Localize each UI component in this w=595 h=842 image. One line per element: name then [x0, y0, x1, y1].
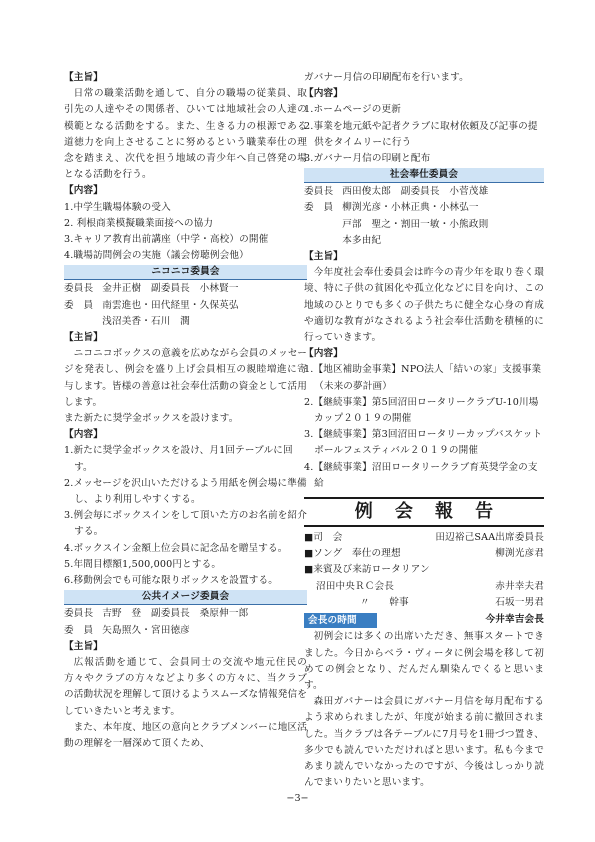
aims-text: また新たに奨学金ボックスを設けます。: [64, 413, 239, 425]
member-names-line: 戸部 聖之・割田一敏・小熊政則: [342, 218, 489, 230]
speech-text: 初例会には多くの出席いただき、無事スタートできました。今日からベラ・ヴィータに例会場を移して初めての例会となり、だんだん馴染んでくると思います。: [304, 631, 544, 691]
meeting-report-title: [304, 497, 544, 527]
song-label: ■ソング 奉仕の理想: [304, 548, 401, 560]
committee-members-row: [64, 298, 307, 330]
list-item: 2.事業を地元紙や記者クラブに取材依頼及び記事の提供をタイムリーに行う: [304, 120, 538, 148]
committee-chair-row: [304, 184, 544, 200]
mc-row: [304, 530, 544, 546]
role-label: 委 員: [64, 299, 94, 311]
list-item: 4.【継続事業】沼田ロータリークラブ育英奨学金の支給: [304, 461, 538, 489]
president-name: 今井幸吉会長: [485, 614, 544, 626]
list-item: 3.例会毎にボックスインをして頂いた方のお名前を紹介する。: [64, 510, 308, 538]
guests-label: ■来賓及び来訪ロータリアン: [304, 564, 430, 576]
guest-club: 沼田中央ＲＣ会長: [316, 580, 394, 592]
continuation-text: ガバナー月信の印刷配布を行います。: [304, 72, 469, 83]
guest-name: 石坂一男君: [495, 596, 544, 608]
guest-club: 〃 幹事: [360, 596, 409, 608]
list-item: 3.キャリア教育出前講座（中学・高校）の開催: [64, 234, 269, 246]
member-names: [342, 200, 544, 249]
role-label: 委員長: [64, 608, 94, 620]
list-item: 4.職場訪問例会の実施（議会傍聴例会他）: [64, 250, 249, 262]
list-item: 1.新たに奨学金ボックスを設け、月1回テーブルに回す。: [64, 445, 293, 473]
member-names-line: 浅沼美香・石川 潤: [102, 315, 190, 327]
section-bar-niko: ニコニコ委員会: [64, 265, 307, 280]
committee-members-row: [304, 200, 544, 249]
member-names: 西田俊太郎 副委員長 小菅茂雄: [342, 186, 489, 198]
list-item: 3.ガバナー月信の印刷と配布: [304, 153, 431, 165]
list-item: 5.年間目標額1,500,000円とする。: [64, 558, 222, 570]
role-label: 委 員: [304, 202, 334, 214]
guest-row: [304, 595, 544, 611]
section-bar-social-service: 社会奉仕委員会: [304, 168, 544, 183]
aims-heading: 【主旨】: [64, 72, 103, 83]
content-heading: 【内容】: [304, 348, 343, 360]
member-names: 矢島照久・宮田徳彦: [102, 624, 190, 636]
president-time-label: 会長の時間: [304, 613, 377, 628]
title-char: 会: [394, 501, 413, 523]
content-heading: 【内容】: [64, 185, 103, 197]
role-label: 委 員: [64, 624, 94, 636]
guest-row: [304, 579, 544, 595]
member-names: 金井正樹 副委員長 小林賢一: [102, 283, 239, 295]
mc-label: ■司 会: [304, 532, 343, 544]
member-names: 吉野 登 副委員長 桑原伸一郎: [102, 608, 249, 620]
speech-text: 森田ガバナーは会員にガバナー月信を毎月配布するよう求められましたが、年度が始まる前に撤回されました。当クラブは各テーブルに7月号を1冊づつ置き、多少でも読んでいただければと思います。私も今まであまり読んでいなかったのですが、今後はしっかり読んでまいりたいと思います。: [304, 696, 544, 789]
committee-members-row: [64, 623, 307, 639]
content-heading: 【内容】: [304, 88, 343, 100]
title-char: 報: [435, 501, 454, 523]
list-item: 1.ホームページの更新: [304, 104, 401, 116]
list-item: 2. 利根商業模擬職業面接への協力: [64, 217, 214, 229]
aims-text: ニコニコボックスの意義を広めながら会員のメッセージを発表し、例会を盛り上げ会員相互の親睦増進に寄与します。皆様の善意は社会奉仕活動の資金として活用します。: [64, 348, 307, 408]
aims-text: また、本年度、地区の意向とクラブメンバーに地区活動の理解を一層深めて頂くため、: [64, 721, 307, 749]
aims-heading: 【主旨】: [64, 640, 103, 652]
committee-chair-row: [64, 281, 307, 297]
mc-name: 田辺裕己SAA出席委員長: [435, 532, 544, 544]
right-column: [304, 70, 544, 791]
aims-text: 日常の職業活動を通して、自分の職場の従業員、取引先の人達やその関係者、ひいては地域社会の人達の模範となる活動をする。また、生きる力の根源である道徳力を向上させることに努めるという職業奉仕の理念を踏まえ、次代を担う地域の青少年へ自己啓発の場となる活動を行う。: [64, 88, 307, 181]
member-names-line: 本多由紀: [342, 234, 382, 246]
list-item: 1.中学生職場体験の受入: [64, 201, 171, 213]
aims-heading: 【主旨】: [64, 332, 103, 344]
list-item: 3.【継続事業】第3回沼田ロータリーカップバスケットボールフェスティバル２０１９の開催: [304, 429, 543, 457]
member-names-line: 南雲進也・田代経里・久保英弘: [102, 299, 239, 311]
song-name: 柳渕光彦君: [495, 548, 544, 560]
member-names: [102, 298, 307, 330]
page-number: −3−: [286, 793, 309, 804]
list-item: 6.移動例会でも可能な限りボックスを設置する。: [64, 575, 278, 587]
title-char: 例: [354, 501, 373, 523]
list-item: 4.ボックスイン金額上位会員に記念品を贈呈する。: [64, 542, 288, 554]
list-item: 2.メッセージを沢山いただけるよう用紙を例会場に準備し、より利用しやすくする。: [64, 477, 307, 506]
aims-text: 今年度社会奉仕委員会は昨今の青少年を取り巻く環境、特に子供の貧困化や孤立化などに目を向け、この地域のひとりでも多くの子供たちに健全な心身の育成や適切な教育がなされるよう社会奉仕活動を積極的に行っていきます。: [304, 267, 544, 344]
committee-chair-row: [64, 606, 307, 622]
left-column: [64, 70, 307, 752]
president-time-header: [304, 612, 544, 628]
guest-name: 赤井幸夫君: [495, 580, 544, 592]
aims-text: 広報活動を通じて、会員同士の交流や地元住民の方々やクラブの方々などより多くの方々に、当クラブの活動状況を理解して頂けるようスムーズな情報発信をしていきたいと考えます。: [64, 656, 307, 717]
list-item: 1.【地区補助金事業】NPO法人「結いの家」支援事業（未来の夢計画）: [304, 364, 542, 392]
role-label: 委員長: [304, 186, 334, 198]
member-names-line: 柳渕光彦・小林正典・小林弘一: [342, 202, 479, 214]
section-bar-public-image: 公共イメージ委員会: [64, 590, 307, 605]
role-label: 委員長: [64, 283, 94, 295]
list-item: 2.【継続事業】第5回沼田ロータリークラブU-10川場カップ２０１９の開催: [304, 396, 539, 425]
content-heading: 【内容】: [64, 429, 103, 441]
title-char: 告: [475, 501, 494, 523]
aims-heading: 【主旨】: [304, 251, 343, 263]
song-row: [304, 546, 544, 562]
